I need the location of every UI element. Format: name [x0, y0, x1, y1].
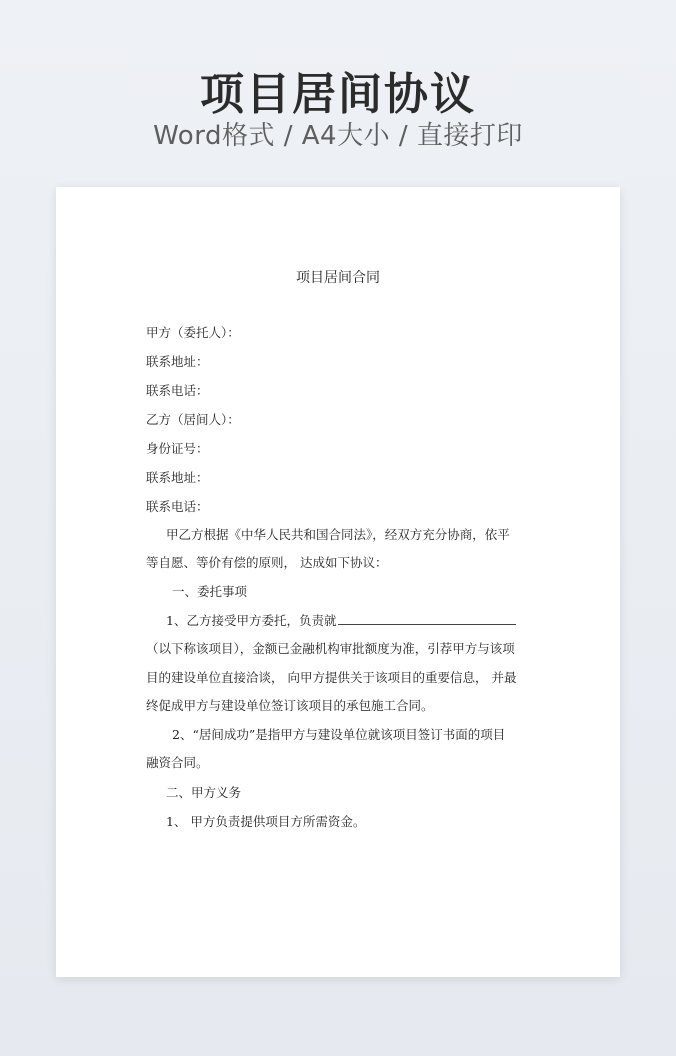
party-b-address-label: 联系地址：	[146, 470, 209, 485]
clause-1-1-text: 1、乙方接受甲方委托，负责就	[166, 613, 337, 628]
section-2-heading: 二、甲方义务	[166, 785, 242, 800]
party-b-id-label: 身份证号：	[146, 441, 209, 456]
preamble-line-1: 甲乙方根据《中华人民共和国合同法》，经双方充分协商，依平	[166, 527, 510, 542]
clause-1-1-line-2: （以下称该项目），金额已金融机构审批额度为准，引荐甲方与该项	[146, 641, 515, 656]
page-subtitle: Word格式 / A4大小 / 直接打印	[153, 121, 523, 151]
party-a-phone-label: 联系电话：	[146, 383, 209, 398]
clause-2-1: 1、 甲方负责提供项目方所需资金。	[166, 814, 366, 829]
preamble-line-2: 等自愿、等价有偿的原则， 达成如下协议：	[146, 555, 388, 570]
document-page	[56, 187, 620, 977]
clause-1-1-line-3: 目的建设单位直接洽谈， 向甲方提供关于该项目的重要信息， 并最	[146, 670, 517, 685]
clause-1-1-line-4: 终促成甲方与建设单位签订该项目的承包施工合同。	[146, 698, 434, 713]
party-b-label: 乙方（居间人）：	[146, 412, 240, 427]
clause-1-1-line-1	[166, 612, 516, 630]
document-title: 项目居间合同	[296, 270, 380, 286]
blank-underline	[338, 612, 516, 625]
party-a-label: 甲方（委托人）：	[146, 325, 240, 340]
party-a-address-label: 联系地址：	[146, 354, 209, 369]
clause-1-2-line-2: 融资合同。	[146, 755, 209, 770]
section-1-heading: 一、委托事项	[172, 584, 248, 599]
party-b-phone-label: 联系电话：	[146, 499, 209, 514]
clause-1-2-line-1: 2、“居间成功”是指甲方与建设单位就该项目签订书面的项目	[172, 727, 506, 742]
page-title: 项目居间协议	[200, 69, 476, 120]
